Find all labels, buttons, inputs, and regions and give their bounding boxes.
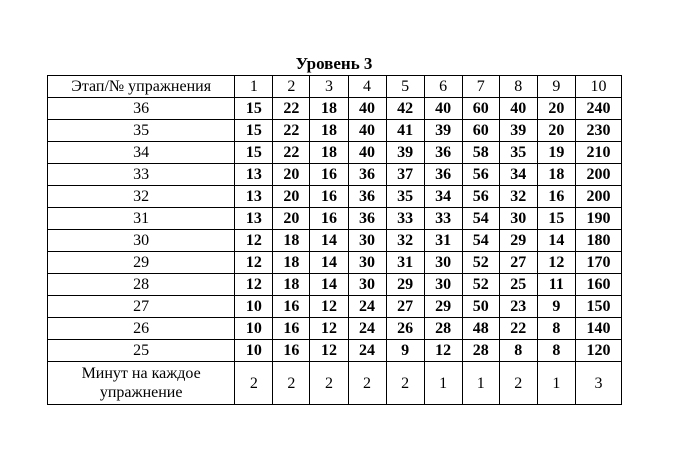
value-cell: 54: [462, 208, 499, 230]
value-cell: 19: [537, 142, 575, 164]
value-cell: 33: [424, 208, 462, 230]
value-cell: 18: [273, 252, 310, 274]
minutes-per-exercise-row: [48, 362, 622, 405]
exercise-levels-table: [47, 75, 622, 405]
value-cell: 18: [310, 142, 348, 164]
column-header: 6: [424, 76, 462, 98]
value-cell: 15: [537, 208, 575, 230]
column-header: 7: [462, 76, 499, 98]
value-cell: 8: [537, 318, 575, 340]
value-cell: 54: [462, 230, 499, 252]
value-cell: 16: [310, 164, 348, 186]
column-header: 1: [235, 76, 273, 98]
value-cell: 12: [310, 296, 348, 318]
table-row: [48, 164, 622, 186]
footer-value-cell: 3: [575, 362, 621, 405]
value-cell: 13: [235, 164, 273, 186]
table-row: [48, 318, 622, 340]
column-header: 8: [499, 76, 537, 98]
footer-value-cell: 2: [273, 362, 310, 405]
footer-value-cell: 2: [348, 362, 386, 405]
footer-label-cell: Минут на каждое упражнение: [48, 362, 235, 405]
value-cell: 16: [273, 296, 310, 318]
stage-cell: 35: [48, 120, 235, 142]
value-cell: 24: [348, 296, 386, 318]
table-row: [48, 208, 622, 230]
table-row: [48, 274, 622, 296]
stage-cell: 32: [48, 186, 235, 208]
column-header: 9: [537, 76, 575, 98]
footer-value-cell: 1: [537, 362, 575, 405]
value-cell: 60: [462, 98, 499, 120]
column-header: 2: [273, 76, 310, 98]
table-row: [48, 186, 622, 208]
value-cell: 12: [235, 230, 273, 252]
value-cell: 18: [537, 164, 575, 186]
footer-value-cell: 2: [235, 362, 273, 405]
value-cell: 32: [386, 230, 424, 252]
value-cell: 12: [310, 318, 348, 340]
value-cell: 14: [537, 230, 575, 252]
value-cell: 15: [235, 120, 273, 142]
value-cell: 42: [386, 98, 424, 120]
value-cell: 48: [462, 318, 499, 340]
value-cell: 12: [235, 274, 273, 296]
stage-cell: 30: [48, 230, 235, 252]
value-cell: 36: [348, 208, 386, 230]
value-cell: 40: [424, 98, 462, 120]
value-cell: 52: [462, 274, 499, 296]
value-cell: 10: [235, 296, 273, 318]
value-cell: 24: [348, 318, 386, 340]
value-cell: 28: [424, 318, 462, 340]
value-cell: 120: [575, 340, 621, 362]
value-cell: 10: [235, 318, 273, 340]
table-header-row: [48, 76, 622, 98]
stage-cell: 34: [48, 142, 235, 164]
value-cell: 18: [273, 274, 310, 296]
value-cell: 39: [499, 120, 537, 142]
value-cell: 140: [575, 318, 621, 340]
value-cell: 200: [575, 186, 621, 208]
value-cell: 29: [386, 274, 424, 296]
value-cell: 14: [310, 252, 348, 274]
value-cell: 200: [575, 164, 621, 186]
value-cell: 52: [462, 252, 499, 274]
value-cell: 14: [310, 274, 348, 296]
value-cell: 13: [235, 208, 273, 230]
value-cell: 15: [235, 98, 273, 120]
value-cell: 30: [424, 274, 462, 296]
stage-cell: 27: [48, 296, 235, 318]
value-cell: 15: [235, 142, 273, 164]
table-row: [48, 252, 622, 274]
value-cell: 170: [575, 252, 621, 274]
column-header: 4: [348, 76, 386, 98]
value-cell: 16: [310, 208, 348, 230]
column-header: 10: [575, 76, 621, 98]
value-cell: 41: [386, 120, 424, 142]
value-cell: 56: [462, 186, 499, 208]
table-row: [48, 230, 622, 252]
footer-value-cell: 2: [310, 362, 348, 405]
value-cell: 180: [575, 230, 621, 252]
value-cell: 36: [348, 186, 386, 208]
value-cell: 29: [424, 296, 462, 318]
value-cell: 30: [348, 274, 386, 296]
value-cell: 16: [537, 186, 575, 208]
value-cell: 240: [575, 98, 621, 120]
value-cell: 40: [348, 98, 386, 120]
value-cell: 39: [424, 120, 462, 142]
stage-cell: 25: [48, 340, 235, 362]
value-cell: 14: [310, 230, 348, 252]
value-cell: 210: [575, 142, 621, 164]
value-cell: 33: [386, 208, 424, 230]
value-cell: 39: [386, 142, 424, 164]
value-cell: 37: [386, 164, 424, 186]
table-title: Уровень 3: [295, 54, 373, 73]
value-cell: 58: [462, 142, 499, 164]
header-label-cell: Этап/№ упражнения: [48, 76, 235, 98]
value-cell: 12: [537, 252, 575, 274]
value-cell: 27: [499, 252, 537, 274]
column-header: 5: [386, 76, 424, 98]
value-cell: 22: [499, 318, 537, 340]
value-cell: 18: [310, 120, 348, 142]
value-cell: 230: [575, 120, 621, 142]
value-cell: 10: [235, 340, 273, 362]
value-cell: 150: [575, 296, 621, 318]
value-cell: 8: [537, 340, 575, 362]
stage-cell: 26: [48, 318, 235, 340]
value-cell: 20: [273, 164, 310, 186]
table-row: [48, 120, 622, 142]
value-cell: 35: [499, 142, 537, 164]
value-cell: 20: [537, 98, 575, 120]
value-cell: 40: [348, 142, 386, 164]
value-cell: 40: [348, 120, 386, 142]
value-cell: 30: [424, 252, 462, 274]
value-cell: 22: [273, 120, 310, 142]
value-cell: 13: [235, 186, 273, 208]
value-cell: 22: [273, 98, 310, 120]
stage-cell: 29: [48, 252, 235, 274]
stage-cell: 36: [48, 98, 235, 120]
value-cell: 16: [273, 340, 310, 362]
stage-cell: 28: [48, 274, 235, 296]
value-cell: 26: [386, 318, 424, 340]
value-cell: 24: [348, 340, 386, 362]
value-cell: 22: [273, 142, 310, 164]
value-cell: 16: [273, 318, 310, 340]
value-cell: 30: [348, 230, 386, 252]
value-cell: 40: [499, 98, 537, 120]
table-row: [48, 340, 622, 362]
value-cell: 9: [537, 296, 575, 318]
value-cell: 190: [575, 208, 621, 230]
value-cell: 56: [462, 164, 499, 186]
value-cell: 18: [273, 230, 310, 252]
value-cell: 11: [537, 274, 575, 296]
value-cell: 28: [462, 340, 499, 362]
value-cell: 18: [310, 98, 348, 120]
value-cell: 30: [499, 208, 537, 230]
value-cell: 12: [424, 340, 462, 362]
value-cell: 25: [499, 274, 537, 296]
value-cell: 34: [424, 186, 462, 208]
value-cell: 12: [310, 340, 348, 362]
value-cell: 30: [348, 252, 386, 274]
value-cell: 160: [575, 274, 621, 296]
column-header: 3: [310, 76, 348, 98]
value-cell: 50: [462, 296, 499, 318]
value-cell: 20: [273, 208, 310, 230]
value-cell: 12: [235, 252, 273, 274]
table-row: [48, 142, 622, 164]
footer-value-cell: 2: [499, 362, 537, 405]
footer-value-cell: 2: [386, 362, 424, 405]
value-cell: 9: [386, 340, 424, 362]
value-cell: 20: [273, 186, 310, 208]
value-cell: 36: [348, 164, 386, 186]
table-row: [48, 98, 622, 120]
value-cell: 20: [537, 120, 575, 142]
value-cell: 35: [386, 186, 424, 208]
footer-value-cell: 1: [424, 362, 462, 405]
value-cell: 36: [424, 142, 462, 164]
footer-value-cell: 1: [462, 362, 499, 405]
value-cell: 8: [499, 340, 537, 362]
stage-cell: 31: [48, 208, 235, 230]
value-cell: 34: [499, 164, 537, 186]
value-cell: 29: [499, 230, 537, 252]
table-row: [48, 296, 622, 318]
value-cell: 27: [386, 296, 424, 318]
value-cell: 16: [310, 186, 348, 208]
value-cell: 36: [424, 164, 462, 186]
value-cell: 60: [462, 120, 499, 142]
stage-cell: 33: [48, 164, 235, 186]
value-cell: 23: [499, 296, 537, 318]
value-cell: 31: [424, 230, 462, 252]
value-cell: 31: [386, 252, 424, 274]
value-cell: 32: [499, 186, 537, 208]
